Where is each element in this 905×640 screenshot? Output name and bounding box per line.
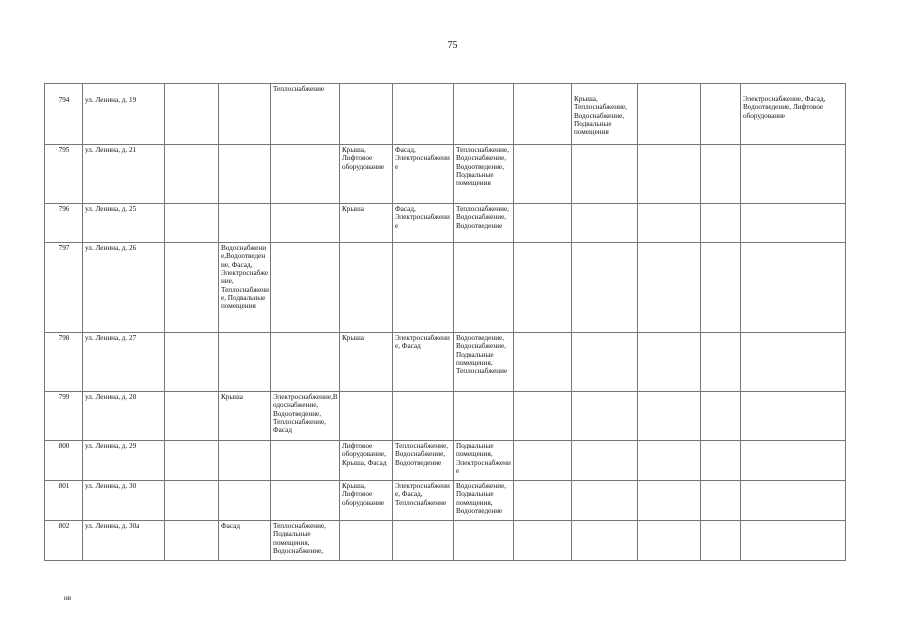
footer-mark: нв — [64, 594, 72, 602]
cell — [701, 481, 741, 521]
row-address: ул. Ленина, д. 27 — [83, 333, 165, 392]
cell — [340, 84, 393, 145]
cell — [165, 333, 219, 392]
cell: Водоснабжение,Водоотведение, Фасад, Электроснабжение, Теплоснабжение, Подвальные помещения — [219, 243, 271, 333]
cell — [638, 145, 701, 204]
cell: Крыша, Лифтовое оборудование — [340, 145, 393, 204]
row-number: 799 — [45, 392, 83, 441]
table-row — [45, 333, 846, 392]
cell — [514, 441, 572, 481]
cell: Фасад — [219, 521, 271, 561]
row-address: ул. Ленина, д. 30а — [83, 521, 165, 561]
cell — [514, 204, 572, 243]
row-address: ул. Ленина, д. 21 — [83, 145, 165, 204]
cell: Подвальные помещения, Электроснабжение — [454, 441, 514, 481]
cell — [393, 521, 454, 561]
table-row — [45, 145, 846, 204]
table-row — [45, 243, 846, 333]
cell — [741, 204, 846, 243]
cell — [514, 84, 572, 145]
cell — [638, 521, 701, 561]
cell — [701, 333, 741, 392]
cell: Фасад, Электроснабжение — [393, 204, 454, 243]
cell: Электроснабжение, Фасад, Теплоснабжение — [393, 481, 454, 521]
cell — [165, 441, 219, 481]
row-number: 800 — [45, 441, 83, 481]
cell — [638, 441, 701, 481]
cell — [514, 392, 572, 441]
cell — [741, 481, 846, 521]
repair-schedule-table — [44, 83, 846, 561]
cell — [219, 333, 271, 392]
cell — [701, 441, 741, 481]
cell — [638, 392, 701, 441]
cell — [271, 145, 340, 204]
cell: Теплоснабжение, Водоснабжение, Водоотведение — [454, 204, 514, 243]
cell — [393, 243, 454, 333]
cell — [219, 84, 271, 145]
cell — [741, 145, 846, 204]
row-number: 802 — [45, 521, 83, 561]
cell — [165, 145, 219, 204]
table-row — [45, 392, 846, 441]
cell — [638, 243, 701, 333]
cell — [572, 521, 638, 561]
cell — [572, 441, 638, 481]
cell: Крыша, Лифтовое оборудование — [340, 481, 393, 521]
cell — [701, 521, 741, 561]
row-address: ул. Ленина, д. 26 — [83, 243, 165, 333]
row-address: ул. Ленина, д. 29 — [83, 441, 165, 481]
cell — [271, 333, 340, 392]
cell — [514, 145, 572, 204]
row-address: ул. Ленина, д. 28 — [83, 392, 165, 441]
table-row — [45, 441, 846, 481]
cell — [701, 145, 741, 204]
row-number: 795 — [45, 145, 83, 204]
cell — [741, 392, 846, 441]
cell — [638, 333, 701, 392]
cell — [514, 481, 572, 521]
cell — [741, 521, 846, 561]
row-number: 794 — [45, 84, 83, 145]
cell — [638, 481, 701, 521]
cell: Крыша — [340, 333, 393, 392]
cell: Водоснабжение, Подвальные помещения, Водоотведение — [454, 481, 514, 521]
cell: Фасад, Электроснабжение — [393, 145, 454, 204]
page-number: 75 — [447, 40, 458, 51]
cell — [165, 481, 219, 521]
cell: Крыша — [219, 392, 271, 441]
cell — [741, 333, 846, 392]
row-number: 801 — [45, 481, 83, 521]
table-row — [45, 84, 846, 145]
cell: Электроснабжение, Фасад — [393, 333, 454, 392]
cell — [638, 204, 701, 243]
cell — [572, 204, 638, 243]
cell — [219, 441, 271, 481]
cell — [393, 392, 454, 441]
cell — [271, 441, 340, 481]
cell: Теплоснабжение, Подвальные помещения, Водоснабжение, — [271, 521, 340, 561]
cell: Водоотведение, Водоснабжение, Подвальные помещения, Теплоснабжение — [454, 333, 514, 392]
cell — [165, 243, 219, 333]
cell — [572, 243, 638, 333]
cell — [454, 243, 514, 333]
cell — [340, 243, 393, 333]
cell: Теплоснабжение — [271, 84, 340, 145]
row-address: ул. Ленина, д. 25 — [83, 204, 165, 243]
cell — [741, 441, 846, 481]
cell — [271, 204, 340, 243]
cell — [572, 333, 638, 392]
cell — [701, 84, 741, 145]
cell — [219, 481, 271, 521]
cell — [165, 204, 219, 243]
cell — [165, 521, 219, 561]
cell — [271, 481, 340, 521]
cell: Теплоснабжение, Водоснабжение, Водоотведение — [393, 441, 454, 481]
table-row — [45, 521, 846, 561]
cell — [701, 392, 741, 441]
cell — [572, 481, 638, 521]
cell — [165, 392, 219, 441]
cell: Теплоснабжение,Водоснабжение, Водоотведение, Подвальные помещения — [454, 145, 514, 204]
row-address: ул. Ленина, д. 19 — [83, 84, 165, 145]
cell — [514, 521, 572, 561]
cell — [165, 84, 219, 145]
cell: Крыша, Теплоснабжение, Водоснабжение, Подвальные помещения — [572, 84, 638, 145]
row-number: 797 — [45, 243, 83, 333]
cell — [219, 145, 271, 204]
cell: Электроснабжение,Водоснабжение, Водоотведение, Теплоснабжение, Фасад — [271, 392, 340, 441]
cell — [701, 243, 741, 333]
cell — [219, 204, 271, 243]
row-number: 798 — [45, 333, 83, 392]
row-address: ул. Ленина, д. 30 — [83, 481, 165, 521]
cell — [741, 243, 846, 333]
cell — [340, 392, 393, 441]
cell: Лифтовое оборудование, Крыша, Фасад — [340, 441, 393, 481]
cell: Крыша — [340, 204, 393, 243]
cell — [572, 145, 638, 204]
cell — [393, 84, 454, 145]
cell — [454, 84, 514, 145]
table-row — [45, 204, 846, 243]
cell — [572, 392, 638, 441]
cell — [340, 521, 393, 561]
cell — [638, 84, 701, 145]
cell — [514, 333, 572, 392]
cell — [701, 204, 741, 243]
cell — [454, 392, 514, 441]
cell — [454, 521, 514, 561]
table-row — [45, 481, 846, 521]
cell: Электроснабжение, Фасад, Водоотведение, Лифтовое оборудование — [741, 84, 846, 145]
row-number: 796 — [45, 204, 83, 243]
cell — [271, 243, 340, 333]
cell — [514, 243, 572, 333]
